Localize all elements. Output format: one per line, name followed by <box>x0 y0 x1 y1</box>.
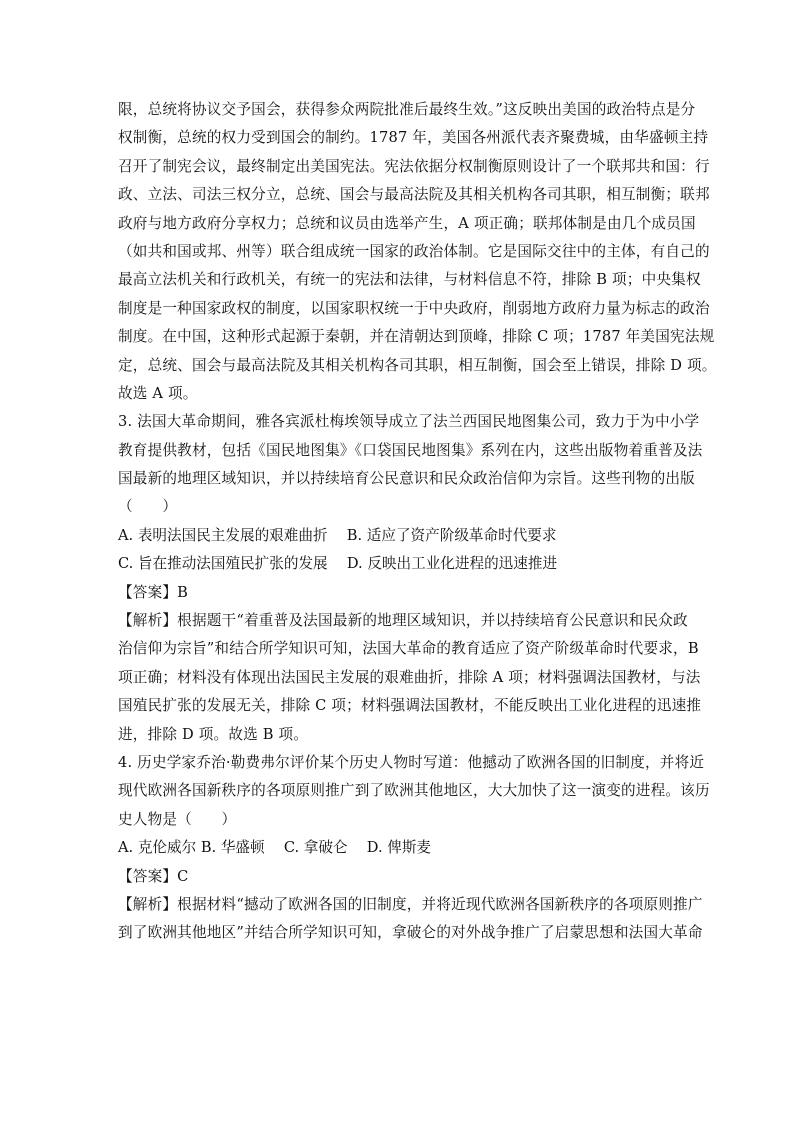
text-line: 权制衡，总统的权力受到国会的制约。1787 年，美国各州派代表齐聚费城，由华盛顿主持 <box>118 129 709 147</box>
question-stem-line: 史人物是（ ） <box>118 810 237 828</box>
options-row: A. 克伦威尔 B. 华盛顿 C. 拿破仑 D. 俾斯麦 <box>118 839 432 857</box>
answer-label: 【答案】B <box>118 583 189 601</box>
analysis-line: 项正确；材料没有体现出法国民主发展的艰难曲折，排除 A 项；材料强调法国教材，与法 <box>118 668 701 686</box>
question-stem-line: 国最新的地理区域知识，并以持续培育公民意识和民众政治信仰为宗旨。这些刊物的出版 <box>118 470 695 488</box>
options-row: A. 表明法国民主发展的艰难曲折 B. 适应了资产阶级革命时代要求 <box>118 526 557 544</box>
question-stem-line: 3. 法国大革命期间，雅各宾派杜梅埃领导成立了法兰西国民地图集公司，致力于为中小学 <box>118 413 700 431</box>
question-stem-line: 现代欧洲各国新秩序的各项原则推广到了欧洲其他地区，大大加快了这一演变的进程。该历 <box>118 782 710 800</box>
question-stem-line: 4. 历史学家乔治·勒费弗尔评价某个历史人物时写道：他撼动了欧洲各国的旧制度，并将近 <box>118 753 705 771</box>
text-line: 限，总统将协议交予国会，获得参众两院批准后最终生效。”这反映出美国的政治特点是分 <box>118 101 696 118</box>
text-line: 定，总统、国会与最高法院及其相关机构各司其职，相互制衡，国会至上错误，排除 D 项。 <box>118 356 717 374</box>
text-line: 制度。在中国，这种形式起源于秦朝，并在清朝达到顶峰，排除 C 项；1787 年美国宪法规 <box>118 328 715 346</box>
options-row: C. 旨在推动法国殖民扩张的发展 D. 反映出工业化进程的迅速推进 <box>118 555 558 573</box>
question-stem-line: （ ） <box>118 498 178 516</box>
answer-label: 【答案】C <box>118 867 189 885</box>
analysis-line: 【解析】根据题干“着重普及法国最新的地理区域知识，并以持续培育公民意识和民众政 <box>118 612 688 630</box>
text-line: 制度是一种国家政权的制度，以国家职权统一于中央政府，削弱地方政府力量为标志的政治 <box>118 299 710 317</box>
question-3 <box>118 408 703 749</box>
text-line: 故选 A 项。 <box>118 384 198 402</box>
analysis-line: 到了欧洲其他地区”并结合所学知识可知，拿破仑的对外战争推广了启蒙思想和法国大革命 <box>118 924 703 942</box>
text-line: 召开了制宪会议，最终制定出美国宪法。宪法依据分权制衡原则设计了一个联邦共和国：行 <box>118 157 710 175</box>
analysis-line: 治信仰为宗旨”和结合所学知识可知，法国大革命的教育适应了资产阶级革命时代要求，B <box>118 640 699 658</box>
analysis-line: 【解析】根据材料“撼动了欧洲各国的旧制度，并将近现代欧洲各国新秩序的各项原则推广 <box>118 895 703 913</box>
previous-analysis-continuation <box>118 96 717 408</box>
page-content <box>118 96 717 948</box>
question-4 <box>118 749 710 948</box>
text-line: 政府与地方政府分享权力；总统和议员由选举产生，A 项正确；联邦体制是由几个成员国 <box>118 214 696 232</box>
analysis-line: 国殖民扩张的发展无关，排除 C 项；材料强调法国教材，不能反映出工业化进程的迅速推 <box>118 697 702 715</box>
question-stem-line: 教育提供教材，包括《国民地图集》《口袋国民地图集》系列在内，这些出版物着重普及法 <box>118 441 703 459</box>
analysis-line: 进，排除 D 项。故选 B 项。 <box>118 725 309 743</box>
text-line: 政、立法、司法三权分立，总统、国会与最高法院及其相关机构各司其职，相互制衡；联邦 <box>118 186 710 204</box>
text-line: 最高立法机关和行政机关，有统一的宪法和法律，与材料信息不符，排除 B 项；中央集权 <box>118 271 701 289</box>
text-line: （如共和国或邦、州等）联合组成统一国家的政治体制。它是国际交往中的主体，有自己的 <box>118 242 710 260</box>
